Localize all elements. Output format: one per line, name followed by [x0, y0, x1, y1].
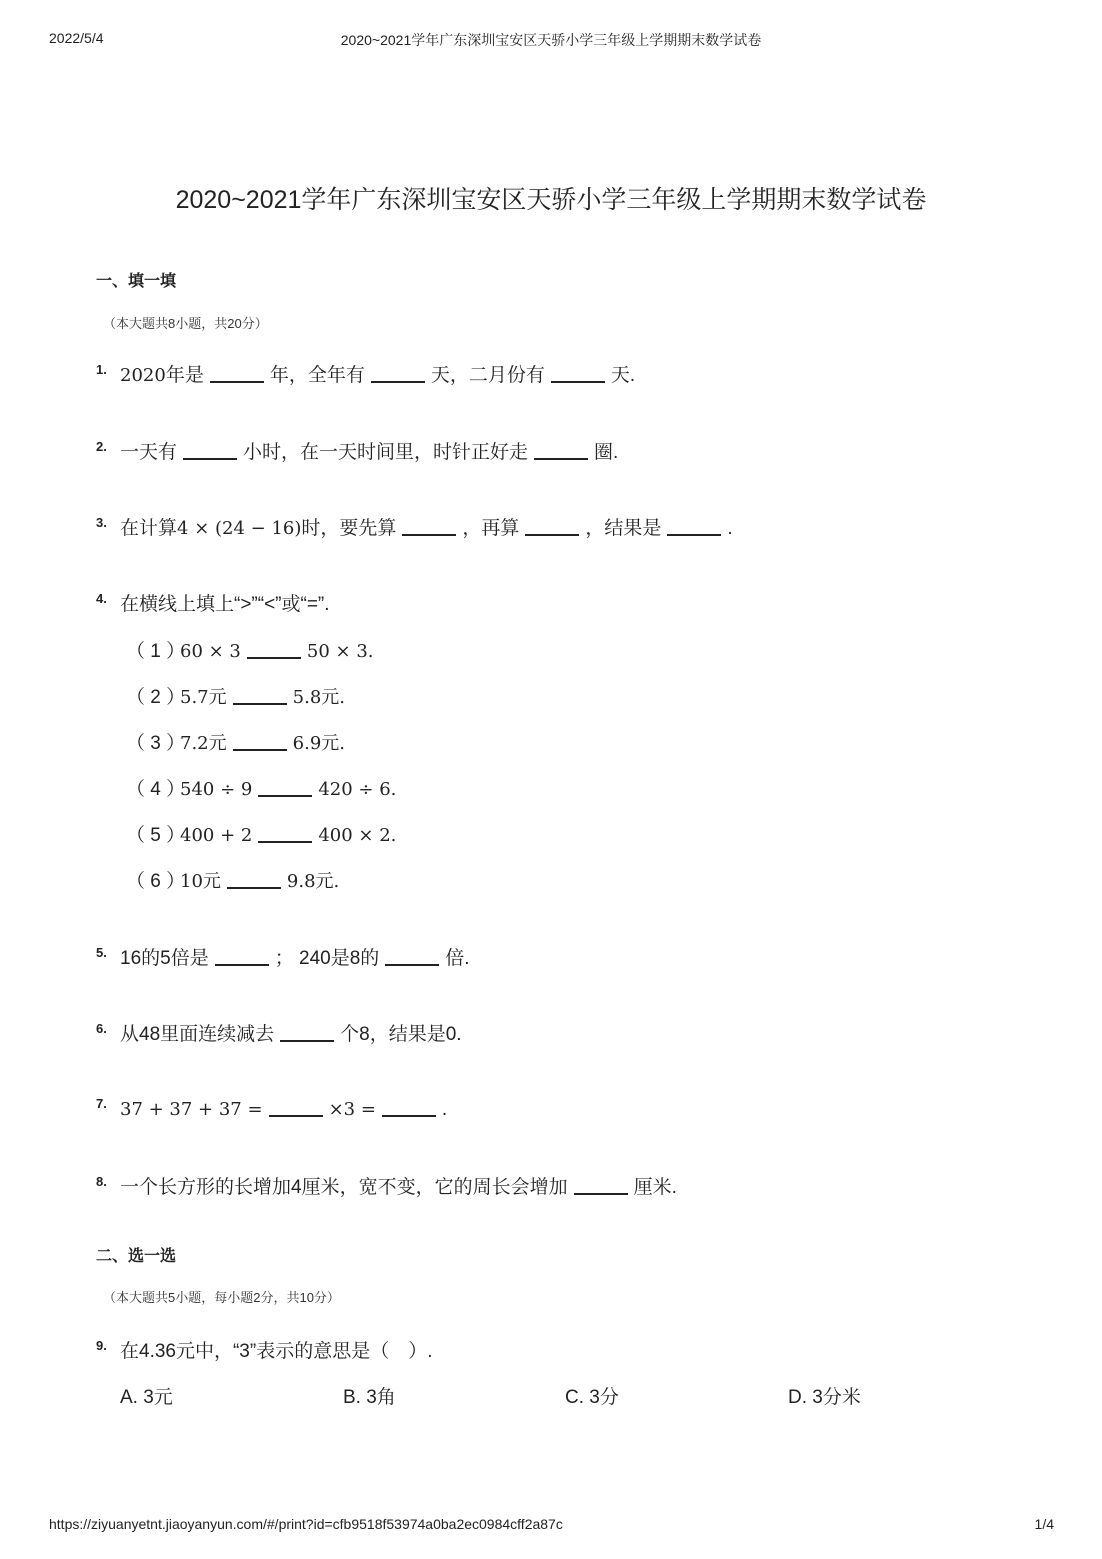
q4-subitem — [126, 636, 374, 663]
answer-blank[interactable] — [534, 446, 588, 460]
subitem-right: 9.8元. — [286, 871, 340, 892]
subitem-number: （ 2 ） — [126, 687, 186, 708]
question-8 — [96, 1172, 677, 1199]
answer-blank[interactable] — [371, 369, 425, 383]
section-2-note: （本大题共5小题，每小题2分，共10分） — [103, 1290, 340, 1305]
subitem-right: 5.8元. — [292, 687, 345, 708]
subitem-number: （ 6 ） — [126, 871, 186, 892]
answer-blank[interactable] — [233, 691, 287, 705]
subitem-left: 540 ÷ 9 — [180, 779, 253, 800]
answer-blank[interactable] — [382, 1103, 436, 1117]
section-1-title: 一、填一填 — [96, 273, 177, 290]
answer-blank[interactable] — [233, 737, 287, 751]
q6-text: 从48里面连续减去 — [120, 1024, 275, 1045]
q4-text: 在横线上填上“>”“<”或“=”. — [120, 594, 330, 615]
question-number: 8. — [96, 1174, 107, 1189]
answer-blank[interactable] — [183, 446, 237, 460]
option-d[interactable]: D. 3分米 — [788, 1387, 861, 1408]
answer-blank[interactable] — [280, 1028, 334, 1042]
answer-blank[interactable] — [667, 522, 721, 536]
question-6 — [96, 1019, 462, 1046]
q1-year: 2020 — [120, 365, 166, 386]
q3-text: 在计算 — [120, 518, 178, 539]
q5-text: 倍. — [445, 948, 470, 969]
q9-text: 在4.36元中，“3”表示的意思是（ ）. — [120, 1341, 433, 1362]
q8-text: 厘米. — [633, 1177, 677, 1198]
subitem-left: 5.7元 — [180, 687, 227, 708]
q4-subitem — [126, 682, 345, 709]
question-number: 6. — [96, 1021, 107, 1036]
q4-subitem — [126, 820, 396, 847]
subitem-number: （ 5 ） — [126, 825, 186, 846]
q4-subitem — [126, 728, 345, 755]
question-number: 2. — [96, 439, 107, 454]
q1-text: 年，全年有 — [269, 365, 365, 386]
page-number: 1/4 — [1034, 1516, 1054, 1532]
subitem-number: （ 1 ） — [126, 641, 186, 662]
question-2 — [96, 437, 618, 464]
answer-blank[interactable] — [269, 1103, 323, 1117]
question-number: 5. — [96, 945, 107, 960]
answer-blank[interactable] — [551, 369, 605, 383]
q2-text: 圈. — [594, 442, 619, 463]
subitem-left: 7.2元 — [180, 733, 227, 754]
answer-blank[interactable] — [247, 645, 301, 659]
subitem-number: （ 3 ） — [126, 733, 186, 754]
q1-text: 天. — [610, 365, 636, 386]
subitem-left: 10元 — [180, 871, 221, 892]
subitem-left: 400 + 2 — [180, 825, 253, 846]
q7-text: . — [441, 1099, 448, 1120]
q3-text: 时，要先算 — [301, 518, 397, 539]
q7-expression: 37 + 37 + 37 = — [120, 1099, 263, 1120]
q2-text: 小时，在一天时间里，时针正好走 — [243, 442, 529, 463]
answer-blank[interactable] — [258, 829, 312, 843]
q4-subitem — [126, 866, 339, 893]
q3-text: ，结果是 — [585, 518, 662, 539]
subitem-right: 50 × 3. — [306, 641, 374, 662]
answer-blank[interactable] — [258, 783, 312, 797]
answer-blank[interactable] — [210, 369, 264, 383]
question-number: 1. — [96, 362, 107, 377]
q8-text: 一个长方形的长增加4厘米，宽不变，它的周长会增加 — [120, 1177, 568, 1198]
question-3 — [96, 513, 733, 540]
answer-blank[interactable] — [525, 522, 579, 536]
question-4 — [96, 589, 330, 616]
question-9 — [96, 1336, 432, 1363]
answer-blank[interactable] — [227, 875, 281, 889]
question-1 — [96, 360, 635, 387]
question-number: 3. — [96, 515, 107, 530]
subitem-right: 6.9元. — [292, 733, 345, 754]
answer-blank[interactable] — [402, 522, 456, 536]
question-number: 7. — [96, 1096, 107, 1111]
q5-text: 16的5倍是 — [120, 948, 209, 969]
answer-blank[interactable] — [215, 952, 269, 966]
print-date: 2022/5/4 — [49, 30, 104, 46]
subitem-right: 400 × 2. — [318, 825, 397, 846]
question-number: 9. — [96, 1338, 107, 1353]
subitem-number: （ 4 ） — [126, 779, 186, 800]
option-c[interactable]: C. 3分 — [565, 1387, 619, 1408]
section-2-title: 二、选一选 — [96, 1248, 177, 1265]
q4-subitem — [126, 774, 396, 801]
answer-blank[interactable] — [574, 1181, 628, 1195]
q3-expression: 4 × (24 − 16) — [177, 518, 302, 539]
q5-text: ； — [274, 948, 294, 969]
q5-text: 240是8的 — [299, 948, 380, 969]
question-5 — [96, 943, 470, 970]
subitem-left: 60 × 3 — [180, 641, 241, 662]
q3-text: ，再算 — [462, 518, 520, 539]
document-title: 2020~2021学年广东深圳宝安区天骄小学三年级上学期期末数学试卷 — [175, 186, 927, 214]
question-number: 4. — [96, 591, 107, 606]
answer-blank[interactable] — [385, 952, 439, 966]
footer-url[interactable]: https://ziyuanyetnt.jiaoyanyun.com/#/print?id=cfb9518f53974a0ba2ec0984cff2a87c — [49, 1516, 563, 1532]
option-b[interactable]: B. 3角 — [343, 1387, 396, 1408]
subitem-right: 420 ÷ 6. — [318, 779, 397, 800]
q1-text: 年是 — [165, 365, 204, 386]
q3-text: . — [727, 518, 733, 539]
q6-text: 个8，结果是0. — [340, 1024, 462, 1045]
question-7 — [96, 1096, 447, 1121]
q7-expression: ×3 = — [328, 1099, 376, 1120]
q1-text: 天，二月份有 — [430, 365, 545, 386]
q2-text: 一天有 — [120, 442, 178, 463]
print-header-title: 2020~2021学年广东深圳宝安区天骄小学三年级上学期期末数学试卷 — [340, 32, 762, 48]
section-1-note: （本大题共8小题，共20分） — [103, 316, 268, 331]
option-a[interactable]: A. 3元 — [120, 1387, 173, 1408]
